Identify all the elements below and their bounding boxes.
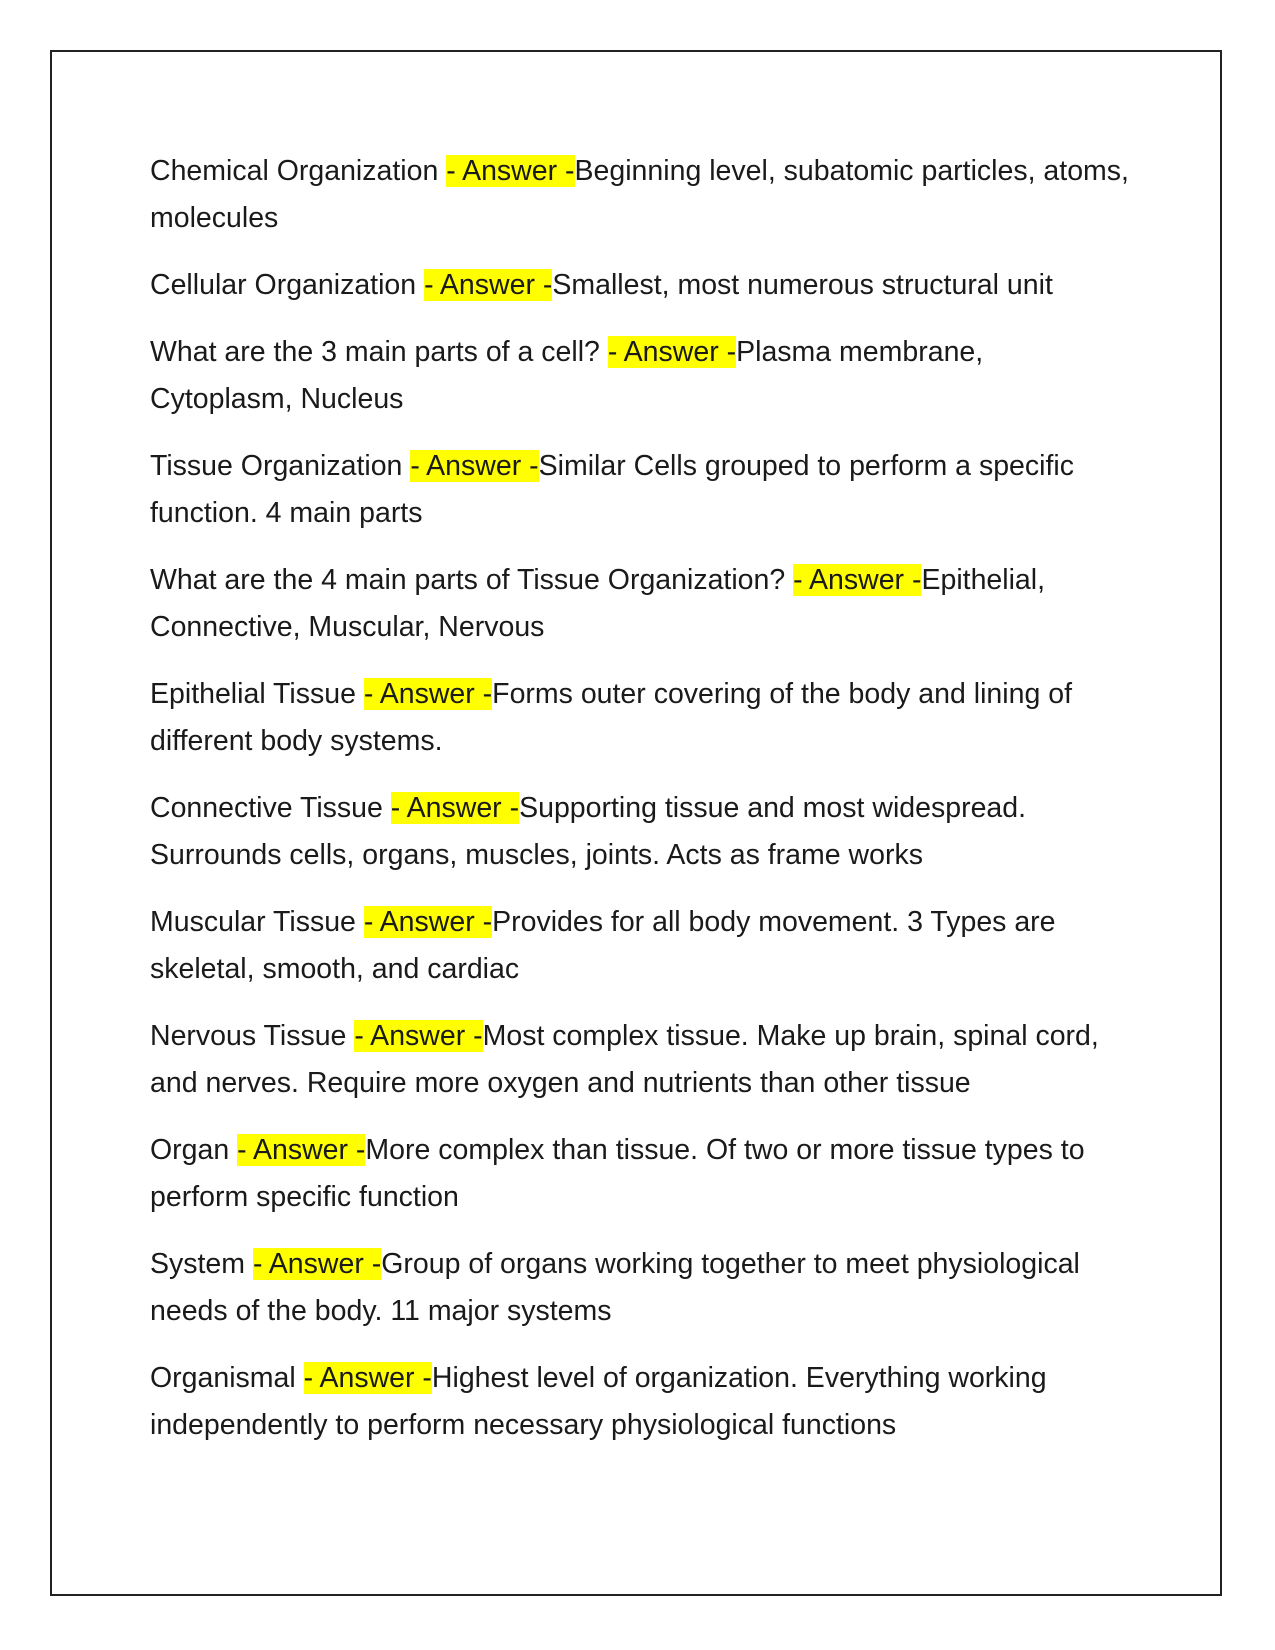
answer-highlight: - Answer -	[793, 564, 922, 596]
entry-muscular-tissue	[150, 899, 1130, 993]
entry-term: Organismal	[150, 1362, 296, 1394]
entry-term: Chemical Organization	[150, 155, 439, 187]
entry-term: Connective Tissue	[150, 792, 383, 824]
entry-answer: Provides for all body movement. 3 Types are skeletal, smooth, and cardiac	[150, 906, 1056, 985]
entry-answer: Similar Cells grouped to perform a specific function. 4 main parts	[150, 450, 1074, 529]
entry-answer: Highest level of organization. Everything working independently to perform necessary physiological functions	[150, 1362, 1047, 1441]
entry-term: System	[150, 1248, 246, 1280]
answer-highlight: - Answer -	[363, 906, 493, 938]
entry-system	[150, 1241, 1130, 1335]
answer-highlight: - Answer -	[354, 1020, 483, 1052]
entry-cell-parts	[150, 329, 1130, 423]
entry-answer: Plasma membrane, Cytoplasm, Nucleus	[150, 336, 984, 415]
entry-answer: Smallest, most numerous structural unit	[552, 269, 1053, 301]
answer-highlight: - Answer -	[446, 155, 575, 187]
entry-answer: Forms outer covering of the body and lining of different body systems.	[150, 678, 1072, 757]
entry-organ	[150, 1127, 1130, 1221]
entry-term: Organ	[150, 1134, 230, 1166]
answer-highlight: - Answer -	[237, 1134, 366, 1166]
entry-term: Epithelial Tissue	[150, 678, 356, 710]
entry-chemical-organization	[150, 148, 1130, 242]
answer-highlight: - Answer -	[607, 336, 737, 368]
answer-highlight: - Answer -	[363, 678, 493, 710]
entry-term: Cellular Organization	[150, 269, 417, 301]
entry-answer: Group of organs working together to meet physiological needs of the body. 11 major systems	[150, 1248, 1080, 1327]
entry-nervous-tissue	[150, 1013, 1130, 1107]
entry-answer: Beginning level, subatomic particles, atoms, molecules	[150, 155, 1129, 234]
answer-highlight: - Answer -	[390, 792, 520, 824]
entry-cellular-organization	[150, 262, 1130, 309]
entry-organismal	[150, 1355, 1130, 1449]
answer-highlight: - Answer -	[303, 1362, 432, 1394]
entry-term: Nervous Tissue	[150, 1020, 347, 1052]
answer-highlight: - Answer -	[410, 450, 539, 482]
entry-answer: Supporting tissue and most widespread. Surrounds cells, organs, muscles, joints. Acts as frame works	[150, 792, 1027, 871]
entry-tissue-organization	[150, 443, 1130, 537]
entry-term: What are the 4 main parts of Tissue Organization?	[150, 564, 786, 596]
entry-answer: More complex than tissue. Of two or more tissue types to perform specific function	[150, 1134, 1085, 1213]
entry-term: What are the 3 main parts of a cell?	[150, 336, 600, 368]
entry-answer: Most complex tissue. Make up brain, spinal cord, and nerves. Require more oxygen and nutrients than other tissue	[150, 1020, 1099, 1099]
entry-connective-tissue	[150, 785, 1130, 879]
answer-highlight: - Answer -	[252, 1248, 382, 1280]
flashcard-list	[150, 148, 1130, 1469]
entry-epithelial-tissue	[150, 671, 1130, 765]
entry-tissue-parts	[150, 557, 1130, 651]
entry-answer: Epithelial, Connective, Muscular, Nervous	[150, 564, 1046, 643]
answer-highlight: - Answer -	[424, 269, 553, 301]
entry-term: Muscular Tissue	[150, 906, 356, 938]
entry-term: Tissue Organization	[150, 450, 403, 482]
